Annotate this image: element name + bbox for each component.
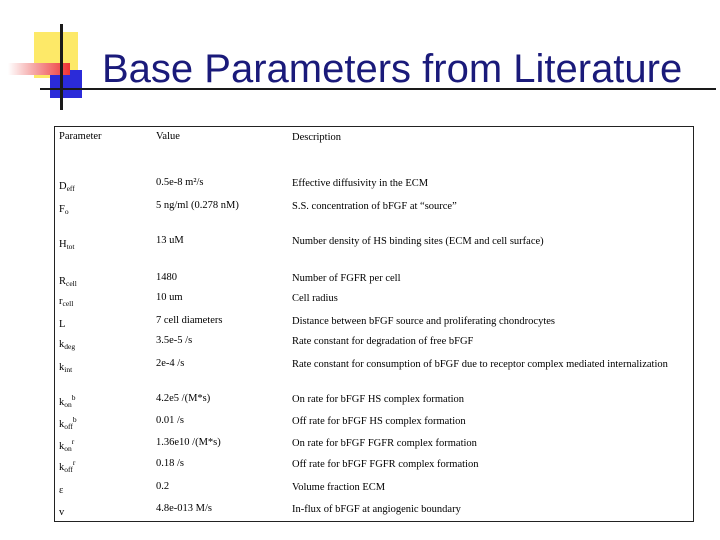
param-value: 13 uM bbox=[156, 235, 184, 246]
param-symbol: $k_{on}^r$ bbox=[59, 437, 75, 453]
param-description: Off rate for bFGF HS complex formation bbox=[292, 416, 466, 427]
param-symbol: $R_{cell}$ bbox=[59, 276, 77, 288]
param-description: Number of FGFR per cell bbox=[292, 273, 401, 284]
param-value: 4.2e5 /(M*s) bbox=[156, 393, 211, 404]
param-symbol: $k_{int}$ bbox=[59, 362, 73, 374]
param-value: 3.5e-5 /s bbox=[156, 335, 193, 346]
param-description: Volume fraction ECM bbox=[292, 482, 386, 493]
param-description: In-flux of bFGF at angiogenic boundary bbox=[292, 504, 461, 515]
param-symbol: $H_{tot}$ bbox=[59, 239, 75, 251]
param-value: 4.8e-013 M/s bbox=[156, 503, 212, 514]
param-symbol: $r_{cell}$ bbox=[59, 296, 74, 308]
param-value: 0.18 /s bbox=[156, 458, 185, 469]
param-description: S.S. concentration of bFGF at “source” bbox=[292, 201, 457, 212]
param-description: On rate for bFGF FGFR complex formation bbox=[292, 438, 477, 449]
param-description: Number density of HS binding sites (ECM and cell surface) bbox=[292, 236, 544, 247]
param-symbol: v bbox=[59, 507, 65, 518]
decor-vertical-line bbox=[60, 24, 63, 110]
param-value: 0.5e-8 m²/s bbox=[156, 177, 204, 188]
header-parameter: Parameter bbox=[59, 131, 102, 142]
param-value: 1480 bbox=[156, 272, 177, 283]
param-description: Off rate for bFGF FGFR complex formation bbox=[292, 459, 479, 470]
param-symbol: $k_{off}^r$ bbox=[59, 458, 76, 474]
parameters-table bbox=[54, 126, 694, 522]
param-description: Effective diffusivity in the ECM bbox=[292, 178, 429, 189]
param-symbol: $F_o$ bbox=[59, 204, 69, 216]
param-description: Rate constant for degradation of free bFGF bbox=[292, 336, 474, 347]
param-value: 1.36e10 /(M*s) bbox=[156, 437, 221, 448]
param-description: On rate for bFGF HS complex formation bbox=[292, 394, 465, 405]
param-symbol: $k_{off}^b$ bbox=[59, 415, 77, 431]
param-value: 2e-4 /s bbox=[156, 358, 185, 369]
param-symbol: $k_{deg}$ bbox=[59, 339, 76, 351]
param-symbol: $D_{eff}$ bbox=[59, 181, 75, 193]
header-value: Value bbox=[156, 131, 180, 142]
param-value: 0.2 bbox=[156, 481, 170, 492]
header-description: Description bbox=[292, 132, 341, 143]
param-symbol: L bbox=[59, 319, 66, 330]
param-symbol: $k_{on}^b$ bbox=[59, 393, 76, 409]
param-description: Cell radius bbox=[292, 293, 338, 304]
param-symbol: ε bbox=[59, 485, 64, 496]
param-value: 7 cell diameters bbox=[156, 315, 223, 326]
param-value: 0.01 /s bbox=[156, 415, 185, 426]
param-value: 10 um bbox=[156, 292, 183, 303]
slide-title: Base Parameters from Literature bbox=[102, 47, 683, 91]
param-description: Rate constant for consumption of bFGF due to receptor complex mediated internalization bbox=[292, 359, 668, 370]
param-description: Distance between bFGF source and proliferating chondrocytes bbox=[292, 316, 556, 327]
param-value: 5 ng/ml (0.278 nM) bbox=[156, 200, 239, 211]
